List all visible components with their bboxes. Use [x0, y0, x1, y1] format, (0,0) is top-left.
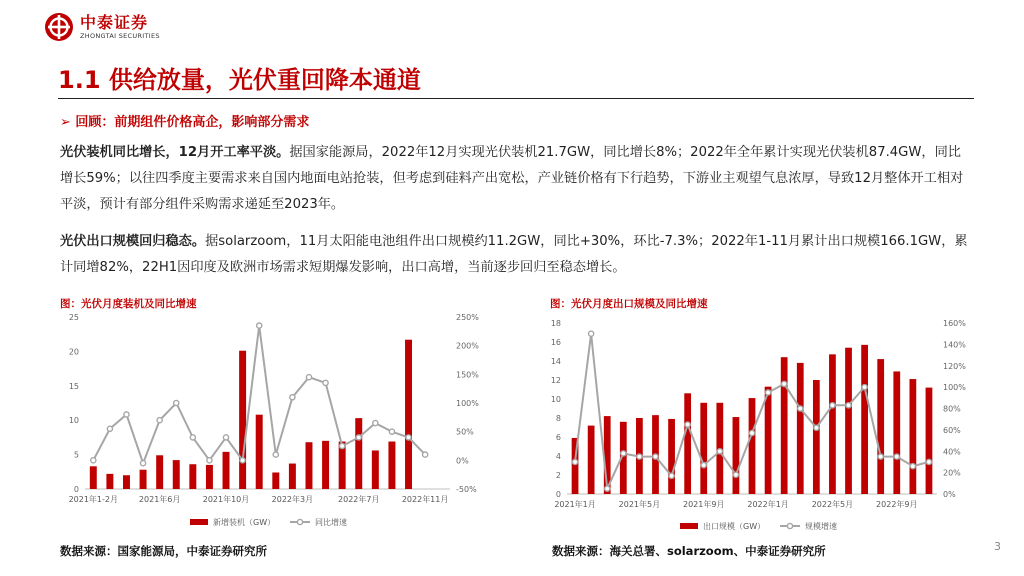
installations-growth-point	[91, 458, 96, 463]
exports-growth-point	[910, 464, 915, 469]
exports-bar	[877, 359, 884, 494]
exports-bar	[765, 387, 772, 494]
exports-growth-point	[878, 454, 883, 459]
installations-legend-line-marker	[297, 519, 302, 524]
exports-x-tick-label: 2021年1月	[554, 500, 596, 509]
installations-growth-point	[223, 435, 228, 440]
exports-growth-point	[605, 486, 610, 491]
installations-bar	[90, 466, 97, 489]
exports-bar	[684, 393, 691, 494]
installations-bar	[289, 464, 296, 489]
exports-bar	[813, 380, 820, 494]
chart-exports-title: 图：光伏月度出口规模及同比增速	[550, 298, 708, 310]
installations-growth-point	[140, 461, 145, 466]
exports-growth-point	[685, 422, 690, 427]
exports-growth-point	[830, 403, 835, 408]
installations-bar	[405, 340, 412, 489]
installations-right-tick-label: 50%	[456, 427, 474, 437]
installations-growth-point	[340, 443, 345, 448]
exports-x-tick-label: 2021年9月	[683, 500, 725, 509]
exports-right-tick-label: 160%	[943, 319, 966, 328]
installations-growth-point	[290, 395, 295, 400]
installations-bar	[140, 470, 147, 489]
installations-growth-point	[240, 458, 245, 463]
installations-right-tick-label: 0%	[456, 456, 469, 466]
installations-x-tick-label: 2022年7月	[338, 495, 380, 504]
exports-bar	[909, 379, 916, 494]
exports-left-tick-label: 18	[550, 319, 561, 328]
installations-growth-point	[273, 452, 278, 457]
exports-growth-point	[894, 454, 899, 459]
logo-en-text: ZHONGTAI SECURITIES	[80, 31, 160, 40]
installations-x-tick-label: 2021年10月	[202, 495, 250, 504]
installations-bar	[388, 442, 395, 489]
exports-bar	[749, 398, 756, 494]
exports-bar	[829, 354, 836, 494]
paragraph-exports	[60, 229, 974, 281]
exports-left-tick-label: 12	[550, 376, 561, 385]
page-number: 3	[994, 540, 1001, 553]
exports-right-tick-label: 60%	[943, 425, 961, 435]
exports-bar	[668, 419, 675, 494]
installations-bar	[239, 351, 246, 489]
exports-bar	[861, 345, 868, 494]
installations-bar	[322, 441, 329, 489]
installations-growth-point	[107, 426, 112, 431]
installations-bar	[256, 415, 263, 489]
exports-growth-point	[765, 390, 770, 395]
installations-bar	[272, 472, 279, 489]
exports-right-tick-label: 20%	[943, 468, 961, 478]
exports-growth-point	[669, 473, 674, 478]
installations-legend-bar-swatch	[190, 519, 208, 525]
exports-bar	[926, 388, 933, 494]
chart-exports	[545, 310, 975, 532]
exports-legend-bar-swatch	[680, 523, 698, 529]
installations-left-tick-label: 20	[68, 347, 79, 357]
installations-right-tick-label: -50%	[456, 485, 477, 494]
logo-cn-text: 中泰证券	[80, 12, 149, 32]
installations-legend-bar-label: 新增装机（GW）	[213, 518, 276, 527]
exports-growth-point	[572, 459, 577, 464]
installations-right-tick-label: 100%	[456, 399, 479, 408]
exports-growth-point	[814, 425, 819, 430]
exports-legend-line-marker	[787, 523, 792, 528]
exports-x-tick-label: 2022年1月	[747, 500, 789, 509]
installations-bar	[156, 455, 163, 489]
exports-left-tick-label: 6	[555, 433, 561, 442]
installations-right-tick-label: 250%	[456, 313, 479, 322]
paragraph-installations-lead: 光伏装机同比增长，12月开工率平淡。	[60, 145, 290, 160]
exports-growth-point	[621, 451, 626, 456]
chart-installations-title: 图：光伏月度装机及同比增速	[60, 298, 197, 310]
exports-x-tick-label: 2021年5月	[618, 500, 661, 509]
exports-growth-point	[862, 385, 867, 390]
installations-left-tick-label: 15	[68, 381, 79, 391]
exports-right-tick-label: 0%	[943, 490, 956, 499]
installations-growth-point	[124, 412, 129, 417]
installations-bar	[206, 465, 213, 489]
exports-left-tick-label: 8	[555, 414, 561, 423]
installations-growth-point	[257, 323, 262, 328]
installations-growth-point	[373, 420, 378, 425]
installations-x-tick-label: 2021年1-2月	[68, 495, 119, 504]
exports-right-tick-label: 140%	[943, 340, 966, 350]
installations-growth-point	[207, 458, 212, 463]
exports-growth-point	[717, 449, 722, 454]
slide-title: 1.1 供给放量，光伏重回降本通道	[58, 66, 421, 94]
exports-bar	[893, 371, 900, 494]
installations-growth-point	[323, 380, 328, 385]
exports-right-tick-label: 40%	[943, 447, 961, 457]
installations-growth-point	[174, 400, 179, 405]
exports-growth-point	[798, 406, 803, 411]
exports-bar	[797, 363, 804, 494]
exports-growth-point	[733, 472, 738, 477]
installations-bar	[106, 474, 113, 489]
installations-bar	[223, 452, 230, 489]
exports-right-tick-label: 120%	[943, 361, 966, 371]
installations-growth-point	[389, 429, 394, 434]
title-divider	[58, 98, 974, 99]
exports-growth-point	[653, 454, 658, 459]
installations-left-tick-label: 0	[73, 485, 79, 494]
exports-bar	[845, 348, 852, 494]
installations-right-tick-label: 150%	[456, 370, 479, 380]
exports-bar	[733, 417, 740, 494]
installations-x-tick-label: 2021年6月	[138, 495, 181, 504]
exports-growth-point	[782, 381, 787, 386]
section-subtitle: ➢ 回顾：前期组件价格高企，影响部分需求	[60, 115, 310, 130]
exports-left-tick-label: 10	[550, 395, 561, 404]
paragraph-exports-lead: 光伏出口规模回归稳态。	[60, 234, 206, 249]
installations-x-tick-label: 2022年11月	[401, 495, 449, 504]
installations-x-tick-label: 2022年3月	[271, 495, 314, 504]
exports-growth-point	[701, 463, 706, 468]
exports-x-tick-label: 2022年5月	[811, 500, 854, 509]
paragraph-exports-body: 据solarzoom，11月太阳能电池组件出口规模约11.2GW，同比+30%，环比-7.3%；2022年1-11月累计出口规模166.1GW，累计同增82%，22H1因印度及欧洲市场需求短期爆发影响，出口高增，当前逐步回归至稳态增长。	[60, 234, 968, 275]
chart-installations-source: 数据来源：国家能源局，中泰证券研究所	[60, 544, 267, 558]
logo	[44, 12, 160, 42]
exports-growth-point	[637, 454, 642, 459]
chart-exports-source: 数据来源：海关总署、solarzoom、中泰证券研究所	[552, 544, 826, 558]
exports-right-tick-label: 100%	[943, 383, 966, 393]
exports-bar	[700, 403, 707, 494]
installations-bar	[305, 442, 312, 489]
exports-bar	[781, 357, 788, 494]
installations-right-tick-label: 200%	[456, 341, 479, 351]
installations-bar	[173, 460, 180, 489]
exports-growth-point	[846, 403, 851, 408]
installations-left-tick-label: 25	[68, 313, 79, 322]
exports-legend-line-label: 规模增速	[805, 522, 837, 531]
exports-right-tick-label: 80%	[943, 404, 961, 414]
installations-bar	[355, 418, 362, 489]
exports-left-tick-label: 14	[550, 357, 561, 366]
exports-left-tick-label: 16	[550, 338, 561, 347]
installations-growth-point	[306, 375, 311, 380]
exports-growth-point	[926, 459, 931, 464]
exports-left-tick-label: 0	[555, 490, 561, 499]
installations-left-tick-label: 5	[73, 450, 79, 460]
installations-bar	[123, 475, 130, 489]
chart-installations	[55, 305, 479, 533]
exports-legend-bar-label: 出口规模（GW）	[703, 522, 766, 531]
installations-bar	[372, 450, 379, 489]
installations-growth-point	[157, 418, 162, 423]
installations-bar	[189, 464, 196, 489]
installations-left-tick-label: 10	[68, 416, 79, 426]
installations-growth-point	[356, 435, 361, 440]
installations-legend-line-label: 同比增速	[315, 518, 347, 527]
exports-left-tick-label: 2	[555, 471, 561, 480]
exports-x-tick-label: 2022年9月	[876, 500, 918, 509]
exports-growth-point	[589, 331, 594, 336]
installations-growth-point	[406, 435, 411, 440]
exports-left-tick-label: 4	[555, 452, 561, 461]
exports-bar	[588, 426, 595, 494]
exports-growth-point	[749, 430, 754, 435]
paragraph-installations	[60, 140, 974, 218]
installations-growth-point	[190, 435, 195, 440]
paragraph-installations-body: 据国家能源局，2022年12月实现光伏装机21.7GW，同比增长8%；2022年全年累计实现光伏装机87.4GW，同比增长59%；以往四季度主要需求来自国内地面电站抢装，但考虑到硅料产出宽松，产业链价格有下行趋势，下游业主观望气息浓厚，导致12月整体开工相对平淡，预计有部分组件采购需求递延至2023年。	[60, 145, 964, 212]
installations-growth-point	[423, 452, 428, 457]
zhongtai-logo-icon	[44, 12, 74, 42]
